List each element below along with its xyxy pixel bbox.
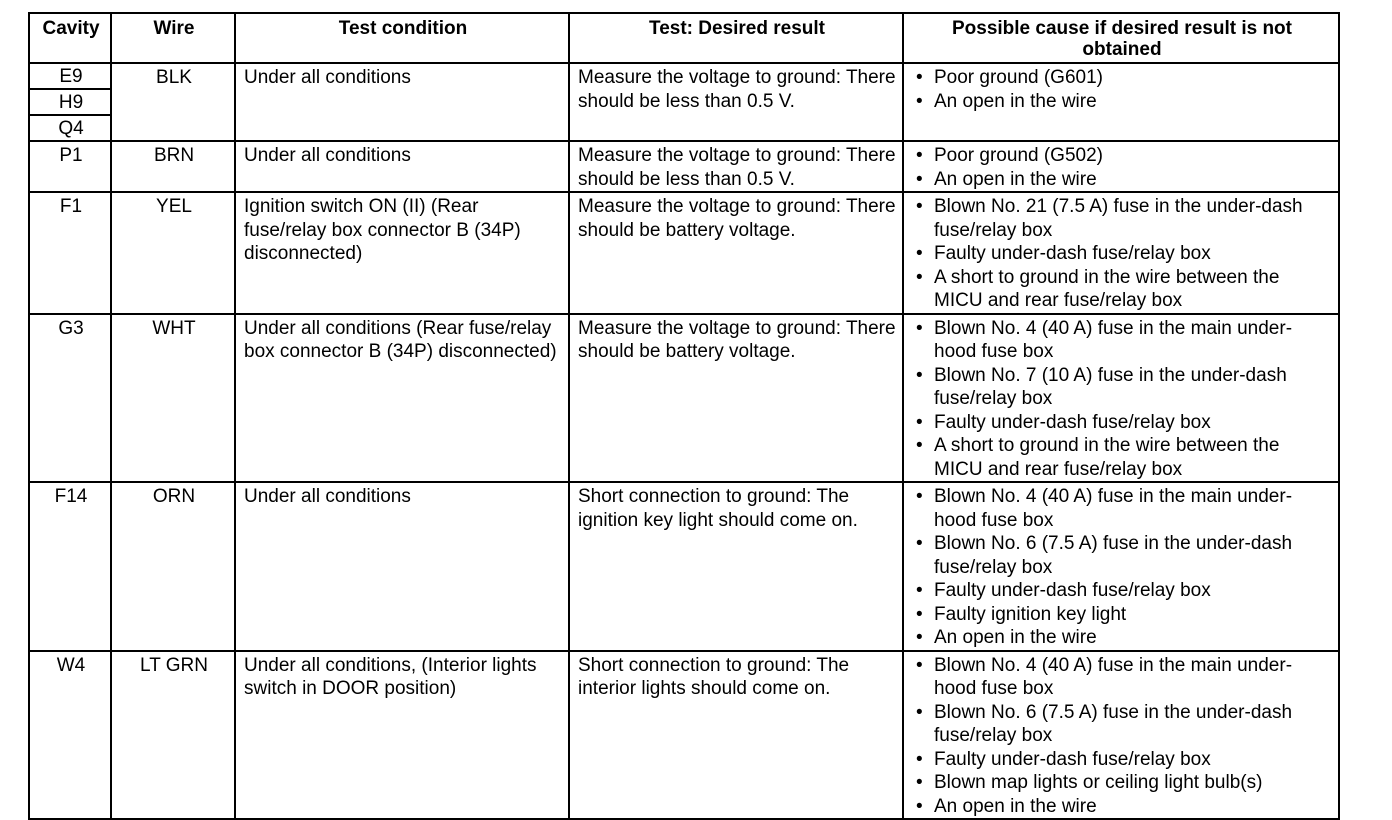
desired-result-cell: Short connection to ground: The ignition key light should come on. — [569, 482, 903, 651]
cavity-cell: P1 — [29, 141, 111, 192]
cause-list — [912, 485, 1332, 650]
table-row-f1 — [29, 192, 1339, 314]
table-row-g3 — [29, 314, 1339, 483]
test-condition-cell: Under all conditions — [235, 482, 569, 651]
cavity-cell: F14 — [29, 482, 111, 651]
header-row — [29, 13, 1339, 63]
table-row-e9 — [29, 63, 1339, 89]
possible-cause-cell — [903, 192, 1339, 314]
table-row-f14 — [29, 482, 1339, 651]
wire-cell: BRN — [111, 141, 235, 192]
cause-item: • An open in the wire — [912, 90, 1332, 114]
cause-list — [912, 66, 1332, 113]
cause-item: • Blown No. 7 (10 A) fuse in the under-dash fuse/relay box — [912, 364, 1332, 411]
possible-cause-cell — [903, 141, 1339, 192]
header-cavity: Cavity — [29, 13, 111, 63]
cause-list — [912, 654, 1332, 819]
possible-cause-cell — [903, 651, 1339, 820]
cavity-cell: H9 — [29, 89, 111, 115]
test-condition-cell: Under all conditions, (Interior lights switch in DOOR position) — [235, 651, 569, 820]
cause-item: • Blown No. 4 (40 A) fuse in the main under-hood fuse box — [912, 317, 1332, 364]
desired-result-cell: Measure the voltage to ground: There should be less than 0.5 V. — [569, 63, 903, 141]
cause-item: • Faulty ignition key light — [912, 603, 1332, 627]
possible-cause-cell — [903, 314, 1339, 483]
cause-item: • Faulty under-dash fuse/relay box — [912, 411, 1332, 435]
cause-list — [912, 317, 1332, 482]
cavity-cell: G3 — [29, 314, 111, 483]
cause-item: • Faulty under-dash fuse/relay box — [912, 579, 1332, 603]
header-possible-cause: Possible cause if desired result is not obtained — [903, 13, 1339, 63]
header-desired-result: Test: Desired result — [569, 13, 903, 63]
test-condition-cell: Under all conditions — [235, 63, 569, 141]
table-row-w4 — [29, 651, 1339, 820]
cause-list — [912, 144, 1332, 191]
cause-item: • Blown No. 6 (7.5 A) fuse in the under-dash fuse/relay box — [912, 532, 1332, 579]
wire-cell: LT GRN — [111, 651, 235, 820]
cause-item: • Blown map lights or ceiling light bulb(s) — [912, 771, 1332, 795]
cause-item: • Faulty under-dash fuse/relay box — [912, 242, 1332, 266]
cause-item: • Blown No. 4 (40 A) fuse in the main under-hood fuse box — [912, 485, 1332, 532]
cause-item: • Poor ground (G601) — [912, 66, 1332, 90]
header-test-condition: Test condition — [235, 13, 569, 63]
cause-item: • Blown No. 21 (7.5 A) fuse in the under-dash fuse/relay box — [912, 195, 1332, 242]
desired-result-cell: Short connection to ground: The interior lights should come on. — [569, 651, 903, 820]
cavity-cell: W4 — [29, 651, 111, 820]
cause-item: • A short to ground in the wire between the MICU and rear fuse/relay box — [912, 266, 1332, 313]
cause-item: • Poor ground (G502) — [912, 144, 1332, 168]
cavity-cell: E9 — [29, 63, 111, 89]
possible-cause-cell — [903, 63, 1339, 141]
cause-item: • Blown No. 4 (40 A) fuse in the main under-hood fuse box — [912, 654, 1332, 701]
desired-result-cell: Measure the voltage to ground: There should be less than 0.5 V. — [569, 141, 903, 192]
test-condition-cell: Under all conditions (Rear fuse/relay box connector B (34P) disconnected) — [235, 314, 569, 483]
circuit-test-table — [28, 12, 1340, 820]
cause-item: • Faulty under-dash fuse/relay box — [912, 748, 1332, 772]
cause-item: • An open in the wire — [912, 795, 1332, 819]
desired-result-cell: Measure the voltage to ground: There should be battery voltage. — [569, 192, 903, 314]
cause-item: • An open in the wire — [912, 626, 1332, 650]
desired-result-cell: Measure the voltage to ground: There should be battery voltage. — [569, 314, 903, 483]
cause-item: • Blown No. 6 (7.5 A) fuse in the under-dash fuse/relay box — [912, 701, 1332, 748]
table-row-p1 — [29, 141, 1339, 192]
header-wire: Wire — [111, 13, 235, 63]
possible-cause-cell — [903, 482, 1339, 651]
test-condition-cell: Ignition switch ON (II) (Rear fuse/relay box connector B (34P) disconnected) — [235, 192, 569, 314]
wire-cell: ORN — [111, 482, 235, 651]
cause-item: • An open in the wire — [912, 168, 1332, 192]
cause-list — [912, 195, 1332, 313]
cause-item: • A short to ground in the wire between the MICU and rear fuse/relay box — [912, 434, 1332, 481]
wire-cell: WHT — [111, 314, 235, 483]
test-condition-cell: Under all conditions — [235, 141, 569, 192]
cavity-cell: F1 — [29, 192, 111, 314]
wire-cell: BLK — [111, 63, 235, 141]
wire-cell: YEL — [111, 192, 235, 314]
cavity-cell: Q4 — [29, 115, 111, 141]
